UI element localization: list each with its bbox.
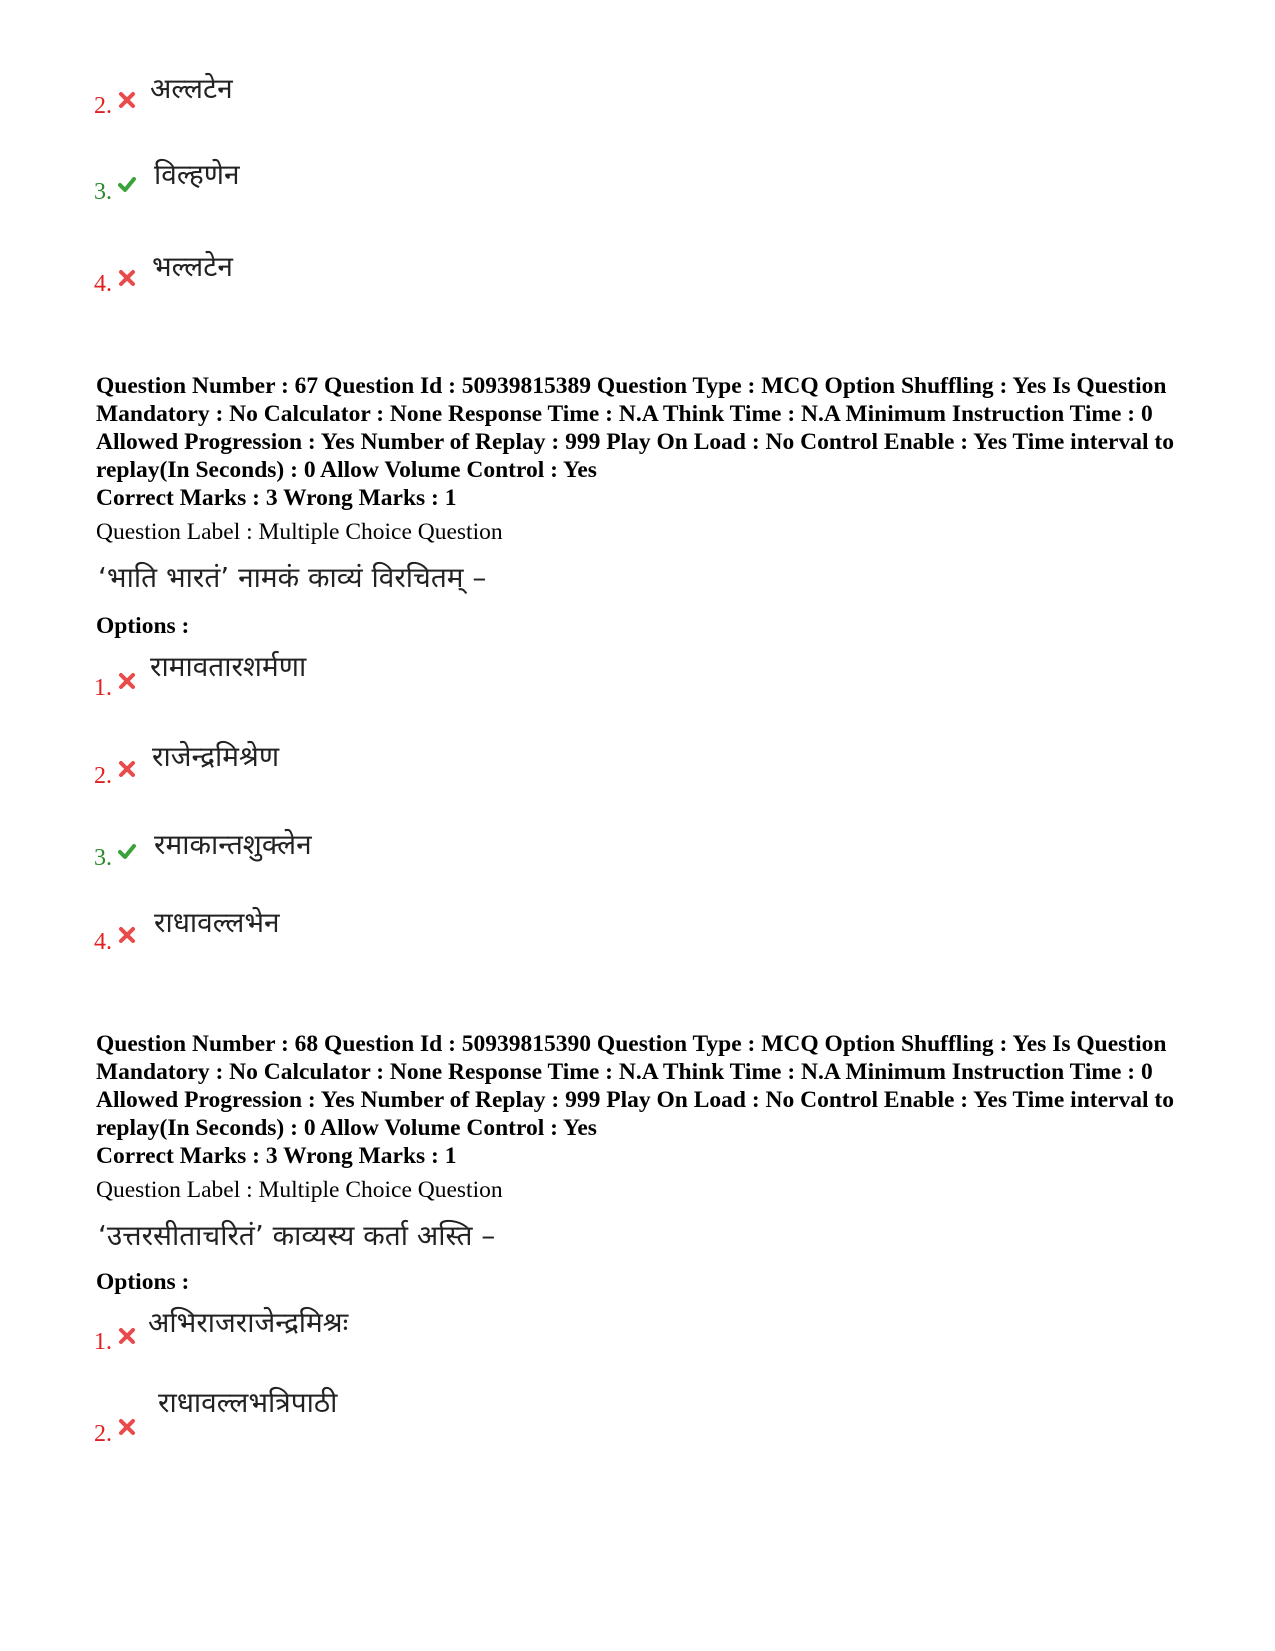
- check-icon: [118, 176, 136, 194]
- question-label: Question Label : Multiple Choice Question: [96, 1177, 503, 1203]
- option-number: 2.: [94, 1421, 112, 1447]
- options-heading: Options :: [96, 1269, 190, 1295]
- option-text: अल्लटेन: [150, 72, 233, 105]
- question-label: Question Label : Multiple Choice Question: [96, 519, 503, 545]
- options-heading: Options :: [96, 613, 190, 639]
- question-marks: Correct Marks : 3 Wrong Marks : 1: [96, 485, 457, 511]
- option-number: 2.: [94, 763, 112, 789]
- option-text: रमाकान्तशुक्लेन: [154, 828, 312, 861]
- cross-icon: [118, 672, 136, 690]
- check-icon: [118, 843, 136, 861]
- cross-icon: [118, 760, 136, 778]
- option-number: 4.: [94, 271, 112, 297]
- cross-icon: [118, 1418, 136, 1436]
- cross-icon: [118, 269, 136, 287]
- option-text: विल्हणेन: [154, 158, 240, 191]
- option-number: 3.: [94, 845, 112, 871]
- option-text: रामावतारशर्मणा: [150, 650, 307, 683]
- option-number: 2.: [94, 93, 112, 119]
- option-number: 1.: [94, 675, 112, 701]
- question-text: ‘उत्तरसीताचरितं’ काव्यस्य कर्ता अस्ति –: [98, 1219, 496, 1252]
- option-number: 3.: [94, 179, 112, 205]
- cross-icon: [118, 91, 136, 109]
- option-text: राजेन्द्रमिश्रेण: [152, 740, 280, 773]
- question-marks: Correct Marks : 3 Wrong Marks : 1: [96, 1143, 457, 1169]
- cross-icon: [118, 1327, 136, 1345]
- option-text: राधावल्लभेन: [154, 906, 280, 939]
- option-text: भल्लटेन: [152, 250, 233, 283]
- cross-icon: [118, 926, 136, 944]
- option-number: 1.: [94, 1329, 112, 1355]
- question-text: ‘भाति भारतं’ नामकं काव्यं विरचितम् –: [98, 561, 487, 594]
- option-text: अभिराजराजेन्द्रमिश्रः: [148, 1306, 349, 1339]
- option-text: राधावल्लभत्रिपाठी: [158, 1386, 338, 1419]
- question-meta: Question Number : 67 Question Id : 50939815389 Question Type : MCQ Option Shuffling : Yes Is Question Mandatory : No Calculator : None Response Time : N.A Think Time : N.A Minimum Instruction Time : 0 Allowed Progression : Yes Number of Replay : 999 Play On Load : No Control Enable : Yes Time interval to replay(In Seconds) : 0 Allow Volume Control : Yes: [96, 373, 1174, 483]
- option-number: 4.: [94, 929, 112, 955]
- question-meta: Question Number : 68 Question Id : 50939815390 Question Type : MCQ Option Shuffling : Yes Is Question Mandatory : No Calculator : None Response Time : N.A Think Time : N.A Minimum Instruction Time : 0 Allowed Progression : Yes Number of Replay : 999 Play On Load : No Control Enable : Yes Time interval to replay(In Seconds) : 0 Allow Volume Control : Yes: [96, 1031, 1174, 1141]
